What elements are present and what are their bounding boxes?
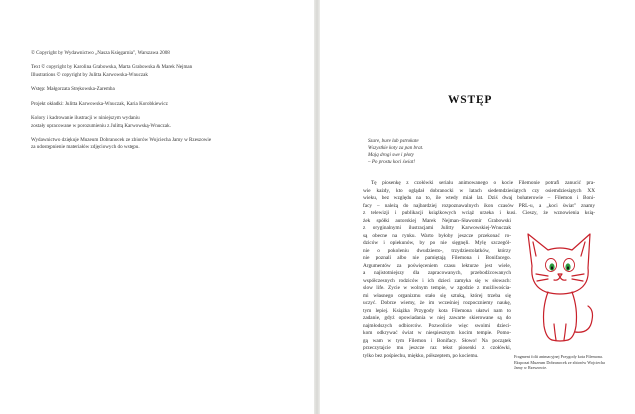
imprint-introduction: Wstęp: Małgorzata Strękowska-Zaremba — [31, 86, 115, 93]
imprint-thanks: Wydawnictwo dziękuje Muzeum Dobranocek ze zbiorów Wojciecha Jamy w Rzeszowie za udostępnienie materiałów zdjęciowych do wstępu. — [31, 137, 212, 151]
text-line: tylko bez pośpiechu, miękko, półszeptem, po kociemu. — [363, 352, 479, 359]
text-line: mi własnego organizmu stało się sztuką, której trzeba się — [363, 292, 511, 299]
text-line: uczyć. Dobrze wiemy, że im wcześniej rozpoczniemy naukę, — [363, 300, 511, 307]
text-line: slow life. Życie w wolnym tempie, w zgodzie z możliwościa- — [363, 285, 511, 292]
lyric-line: Wszystkie koty za pan brat. — [368, 145, 424, 152]
song-lyrics — [368, 138, 423, 166]
text-line: gą wam w tym Filemon i Bonifacy. Słowo! Na początek — [363, 337, 511, 344]
text-line: Argumentów za poświęceniem czasu lekturze jest wiele, — [363, 262, 511, 269]
text-line: facy – należą do najbardziej rozpoznawalnych ikon czasów PRL-u, a „koci świat" znamy — [363, 202, 595, 209]
text-line: najmłodszych odbiorców. Pozwolicie więc swoimi dzieci- — [363, 322, 511, 329]
text-line: przeczytajcie mu jeszcze raz tekst piosenki z czołówki, — [363, 345, 511, 352]
text-line: nie poznali albo nie pamiętają Filemona i Bonifacego. — [363, 255, 511, 262]
imprint-authors: Text © copyright by Karolina Grabowska, Marta Grabowska & Marek Nejman Illustrations © copyright by Julitta Karwowska-Wnuczak — [31, 64, 193, 78]
text-line: żek spółki autorskiej Marek Nejman–Sławomir Grabowski — [363, 217, 511, 224]
text-line: wie każdy, kto oglądał dobranocki w latach siedemdziesiątych czy osiemdziesiątych XX — [363, 187, 595, 194]
lyric-line: Szare, bure lub pstrokate — [368, 138, 419, 144]
copyright-imprint — [31, 50, 293, 159]
text-line: kom odkrywać świat w niespiesznym kocim tempie. Pomo- — [363, 330, 511, 337]
book-gutter — [314, 0, 320, 414]
text-line: z oryginalnymi ilustracjami Julitty Karwowskiej-Wnuczak — [363, 225, 511, 232]
filemon-cat-illustration — [518, 228, 602, 348]
text-line: są obecne na rynku. Warto byłoby jeszcze przekonać ro- — [363, 232, 511, 239]
text-line: wieku, bez względu na to, ile wtedy miał lat. Dziś dwaj bohaterowie – Filemon i Boni- — [363, 195, 595, 202]
text-line: współczesnych rodziców i ich dzieci zamyka się w słowach: — [363, 277, 511, 284]
imprint-copyright: © Copyright by Wydawnictwo „Nasza Księgarnia", Warszawa 2008 — [31, 50, 170, 56]
page-title: WSTĘP — [448, 94, 493, 106]
text-line: a najistotniejszy dla zapracowanych, przebodźcowanych — [363, 270, 511, 277]
lyric-line: Mają drogi swe i płoty — [368, 152, 414, 159]
imprint-cover-design: Projekt okładki: Julitta Karwowska-Wnuczak, Karia Korobkiewicz — [31, 100, 168, 107]
text-line: nie o pokoleniu dwudziesto-, trzydziestolatków, którzy — [363, 247, 511, 254]
text-line: zadanie, gdyż opowiadania w niej zawarte skierowane są do — [363, 315, 511, 322]
lyric-line: – Po prostu koci świat! — [368, 159, 416, 166]
illustration-caption: Fragment folii animacyjnej Przygody kota Filemona. Ekspozat Muzeum Dobranocek ze zbiorów Wojciecha Jamy w Rzeszowie. — [514, 354, 605, 371]
imprint-colors: Kolory i kadrowanie ilustracji w niniejszym wydaniu zostały opracowane w porozumieniu z Julittą Karwowską-Wnuczak. — [31, 115, 171, 129]
text-line: Tę piosenkę z czołówki serialu animowanego o kocie Filemonie potrafi zanucić pra- — [371, 180, 595, 186]
text-line: dziców i opiekunów, by po nie sięgnęli. Mylę szczegól- — [363, 240, 511, 247]
text-line: z telewizji i publikacji książkowych wciąż urzeka i kusi. Cieszy, że wznowienia ksią- — [363, 210, 595, 217]
text-line: tym lepiej. Książka Przygody kota Filemona ułatwi nam to — [363, 307, 511, 314]
